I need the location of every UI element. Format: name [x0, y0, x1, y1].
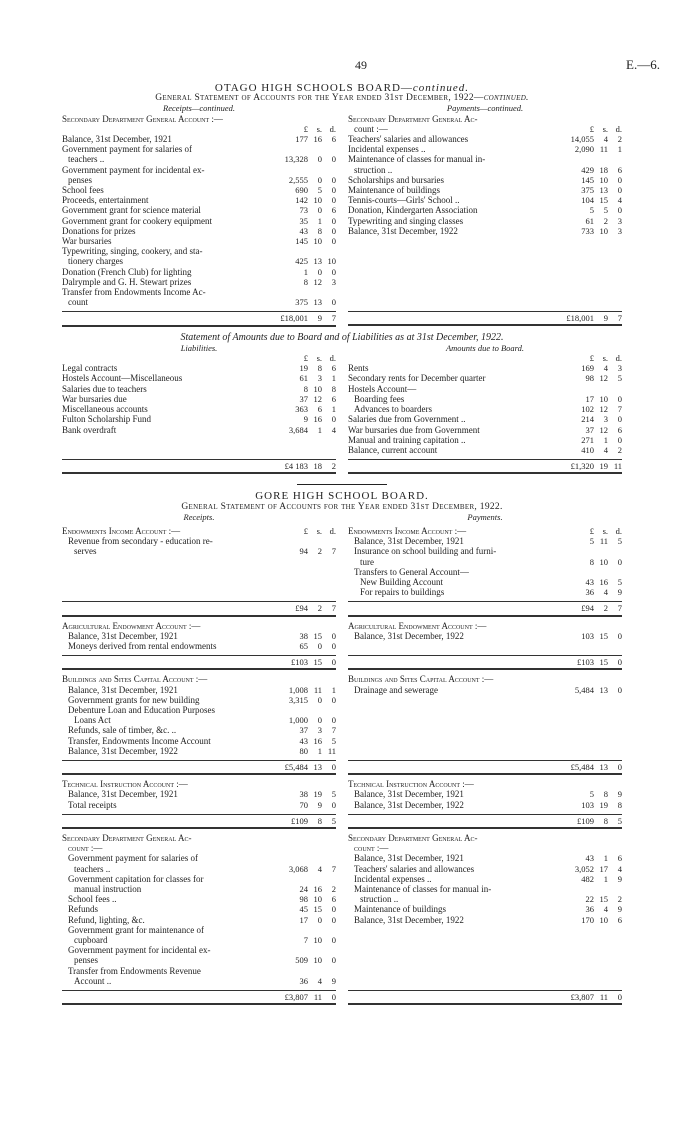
table-row: £ s. d. [303, 353, 336, 364]
table-row: Transfer from Endowments Income Ac- [62, 287, 206, 298]
table-row: Maintenance of classes for manual in- [348, 154, 486, 165]
table-row: Balance, 31st December, 1922 733 10 3 [348, 225, 622, 236]
otago-receipts-total: £18,001 9 7 [62, 311, 336, 326]
total-row: £3,807 11 0 [62, 990, 336, 1005]
table-row: Revenue from secondary - education re- [68, 536, 213, 547]
gore-payments-col [348, 621, 622, 671]
otago-subtitle-cont: continued. [483, 93, 529, 104]
total-row: £5,484 13 0 [348, 760, 622, 775]
table-row: Technical Instruction Account :— [348, 779, 474, 790]
gore-payments-col [348, 833, 622, 1005]
table-row: Balance, 31st December, 1921 5 8 9 [354, 789, 622, 800]
table-row: teachers .. 13,328 0 0 [68, 154, 336, 165]
document-code: E.—6. [626, 57, 660, 72]
table-row: Donation (French Club) for lighting 1 0 0 [62, 266, 336, 277]
table-row: Typewriting, singing, cookery, and sta- [62, 246, 203, 257]
table-row: Government payment for salaries of [68, 853, 198, 864]
table-row: Refunds 45 15 0 [68, 904, 336, 915]
table-row: Balance, 31st December, 1922 103 15 0 [354, 630, 622, 641]
otago-receipts-rows [62, 114, 336, 308]
liabilities-head: Liabilities. [180, 342, 218, 353]
gore-account-section [62, 674, 622, 775]
table-row: Secondary Department General Ac- [348, 833, 478, 843]
table-row: Miscellaneous accounts 363 6 1 [62, 404, 336, 415]
table-row: count :— £ s. d. [354, 123, 622, 134]
gore-receipts-col [62, 674, 336, 775]
table-row: War bursaries due 37 12 6 [62, 393, 336, 404]
table-row: Balance, 31st December, 1922 170 10 6 [354, 914, 622, 925]
section-divider [297, 484, 387, 485]
liabilities-title: Statement of Amounts due to Board and of Liabilities as at 31st December, 1922. [180, 331, 504, 343]
table-row: Secondary Department General Account :— [62, 113, 223, 124]
table-row: cupboard 7 10 0 [74, 935, 336, 946]
amounts-due-head: Amounts due to Board. [445, 342, 525, 353]
table-row: Tennis-courts—Girls' School .. 104 15 4 [348, 195, 622, 206]
page-number: 49 [355, 58, 367, 72]
table-row: Buildings and Sites Capital Account :— [348, 674, 494, 685]
otago-title-cont: continued. [412, 82, 470, 94]
table-row: Agricultural Endowment Account :— [62, 620, 201, 631]
gore-payments-col [348, 674, 622, 775]
table-row: Endowments Income Account :— £ s. d. [348, 525, 622, 536]
total-row: £94 2 7 [348, 601, 622, 616]
table-row: count 375 13 0 [68, 297, 336, 308]
table-row: Government grant for cookery equipment 35 1 0 [62, 215, 336, 226]
total-row: £109 8 5 [62, 814, 336, 829]
gore-subtitle: General Statement of Accounts for the Year ended 31st December, 1922. [181, 501, 503, 512]
table-row: War bursaries due from Government 37 12 6 [348, 424, 622, 435]
table-row: Insurance on school building and furni- [354, 546, 497, 557]
table-row: Maintenance of buildings 375 13 0 [348, 185, 622, 196]
table-row: £ s. d. [589, 353, 622, 364]
table-row: struction .. 429 18 6 [354, 164, 622, 175]
table-row: struction .. 22 15 2 [360, 894, 622, 905]
total-row: £94 2 7 [62, 601, 336, 616]
table-row: count :— [68, 843, 103, 854]
amounts-due-col [348, 343, 622, 474]
table-row: Donations for prizes 43 8 0 [62, 225, 336, 236]
liabilities-total: £4 183 18 2 [62, 459, 336, 474]
table-row: Government payment for incidental ex- [62, 164, 205, 175]
gore-payments-col [348, 526, 622, 617]
table-row: Debenture Loan and Education Purposes [68, 704, 215, 715]
table-row: Secondary Department General Ac- [62, 833, 192, 843]
table-row: penses 509 10 0 [74, 955, 336, 966]
table-row: Bank overdraft 3,684 1 4 [62, 424, 336, 435]
table-row: Proceeds, entertainment 142 10 0 [62, 195, 336, 206]
gore-receipts-col [62, 621, 336, 671]
table-row: Balance, current account 410 4 2 [348, 444, 622, 455]
gore-receipts-col [62, 779, 336, 829]
table-row: Dalrymple and G. H. Stewart prizes 8 12 3 [62, 276, 336, 287]
table-row: Transfer, Endowments Income Account 43 16 5 [68, 735, 336, 746]
table-row: Advances to boarders 102 12 7 [354, 404, 622, 415]
table-row: Incidental expenses .. 2,090 11 1 [348, 144, 622, 155]
table-row: manual instruction 24 16 2 [74, 884, 336, 895]
table-row: Typewriting and singing classes 61 2 3 [348, 215, 622, 226]
table-row: Drainage and sewerage 5,484 13 0 [354, 684, 622, 695]
table-row: Balance, 31st December, 1922 103 19 8 [354, 799, 622, 810]
gore-sections [62, 526, 622, 1005]
liabilities-table [62, 343, 622, 474]
table-row: Fulton Scholarship Fund 9 16 0 [62, 414, 336, 425]
table-row: Balance, 31st December, 1921 38 15 0 [68, 630, 336, 641]
table-row: penses 2,555 0 0 [68, 174, 336, 185]
table-row: Donation, Kindergarten Association 5 5 0 [348, 205, 622, 216]
page-body [62, 83, 622, 1005]
table-row: Endowments Income Account :— £ s. d. [62, 525, 336, 536]
table-row: Maintenance of classes for manual in- [354, 884, 492, 895]
table-row: New Building Account 43 16 5 [360, 576, 622, 587]
table-row: Loans Act 1,000 0 0 [74, 715, 336, 726]
gore-account-section [62, 526, 622, 617]
otago-title: OTAGO HIGH SCHOOLS BOARD—continued. [214, 82, 470, 94]
table-row: School fees 690 5 0 [62, 185, 336, 196]
table-row: Secondary Department General Ac- [348, 113, 478, 124]
gore-title: GORE HIGH SCHOOL BOARD. [255, 490, 429, 503]
table-row: teachers .. 3,068 4 7 [74, 863, 336, 874]
otago-receipts-head: Receipts—continued. [163, 103, 235, 114]
table-row: Balance, 31st December, 1921 38 19 5 [68, 789, 336, 800]
total-row: £5,484 13 0 [62, 760, 336, 775]
table-row: Manual and training capitation .. 271 1 0 [348, 434, 622, 445]
table-row: Government grant for science material 73 0 6 [62, 205, 336, 216]
liabilities-col [62, 343, 336, 474]
otago-payments-rows [348, 114, 622, 236]
table-row: Secondary rents for December quarter 98 12 5 [348, 373, 622, 384]
amounts-due-total: £1,320 19 11 [348, 459, 622, 474]
table-row: Rents 169 4 3 [348, 363, 622, 374]
table-row: Government payment for salaries of [62, 144, 192, 155]
table-row: Refund, lighting, &c. 17 0 0 [68, 914, 336, 925]
table-row: Account .. 36 4 9 [74, 975, 336, 986]
gore-payments-col [348, 779, 622, 829]
otago-table [62, 103, 622, 326]
gore-account-section [62, 833, 622, 1005]
otago-subtitle: General Statement of Accounts for the Year ended 31st December, 1922—continued. [155, 93, 529, 104]
table-row: Government grants for new building 3,315 0 0 [68, 694, 336, 705]
table-row: Incidental expenses .. 482 1 9 [354, 873, 622, 884]
table-row: serves 94 2 7 [74, 546, 336, 557]
table-row: Balance, 31st December, 1921 43 1 6 [354, 853, 622, 864]
table-row: Legal contracts 19 8 6 [62, 363, 336, 374]
table-row: Agricultural Endowment Account :— [348, 620, 487, 631]
table-row: Teachers' salaries and allowances 3,052 17 4 [354, 863, 622, 874]
table-row: Total receipts 70 9 0 [68, 799, 336, 810]
table-row: count :— [354, 843, 389, 854]
table-row: ture 8 10 0 [360, 556, 622, 567]
total-row: £103 15 0 [62, 655, 336, 670]
page-header [62, 57, 660, 78]
table-row: Hostels Account—Miscellaneous 61 3 1 [62, 373, 336, 384]
gore-account-section [62, 779, 622, 829]
otago-payments-total: £18,001 9 7 [348, 311, 622, 326]
table-row: Government grant for maintenance of [68, 924, 204, 935]
otago-payments-head: Payments—continued. [446, 103, 524, 114]
table-row: tionery charges 425 13 10 [68, 256, 336, 267]
table-row: Refunds, sale of timber, &c. .. 37 3 7 [68, 725, 336, 736]
table-row: Salaries due to teachers 8 10 8 [62, 383, 336, 394]
table-row: Maintenance of buildings 36 4 9 [354, 904, 622, 915]
table-row: School fees .. 98 10 6 [68, 894, 336, 905]
total-row: £3,807 11 0 [348, 990, 622, 1005]
table-row: Government capitation for classes for [68, 873, 204, 884]
gore-account-section [62, 621, 622, 671]
table-row: Balance, 31st December, 1922 80 1 11 [68, 745, 336, 756]
table-row: Government payment for incidental ex- [68, 945, 211, 956]
otago-payments [348, 103, 622, 326]
table-row: Buildings and Sites Capital Account :— [62, 674, 208, 685]
table-row: Boarding fees 17 10 0 [354, 393, 622, 404]
table-row: Balance, 31st December, 1921 177 16 6 [62, 134, 336, 145]
table-row: Salaries due from Government .. 214 3 0 [348, 414, 622, 425]
table-row: £ s. d. [303, 123, 336, 134]
otago-receipts [62, 103, 336, 326]
table-row: Transfers to General Account— [354, 566, 469, 577]
table-row: Transfer from Endowments Revenue [68, 965, 201, 976]
table-row: Moneys derived from rental endowments 65 0 0 [68, 640, 336, 651]
table-row: Hostels Account— [348, 383, 417, 394]
total-row: £109 8 5 [348, 814, 622, 829]
table-row: Balance, 31st December, 1921 1,008 11 1 [68, 684, 336, 695]
table-row: Scholarships and bursaries 145 10 0 [348, 174, 622, 185]
table-row: Teachers' salaries and allowances 14,055 4 2 [348, 134, 622, 145]
gore-receipts-col [62, 526, 336, 617]
gore-receipts-col [62, 833, 336, 1005]
table-row: Technical Instruction Account :— [62, 779, 188, 790]
table-row: Balance, 31st December, 1921 5 11 5 [354, 536, 622, 547]
table-row: For repairs to buildings 36 4 9 [360, 587, 622, 598]
table-row: War bursaries 145 10 0 [62, 236, 336, 247]
gore-payments-head: Payments. [467, 511, 503, 522]
total-row: £103 15 0 [348, 655, 622, 670]
gore-receipts-head: Receipts. [183, 511, 215, 522]
